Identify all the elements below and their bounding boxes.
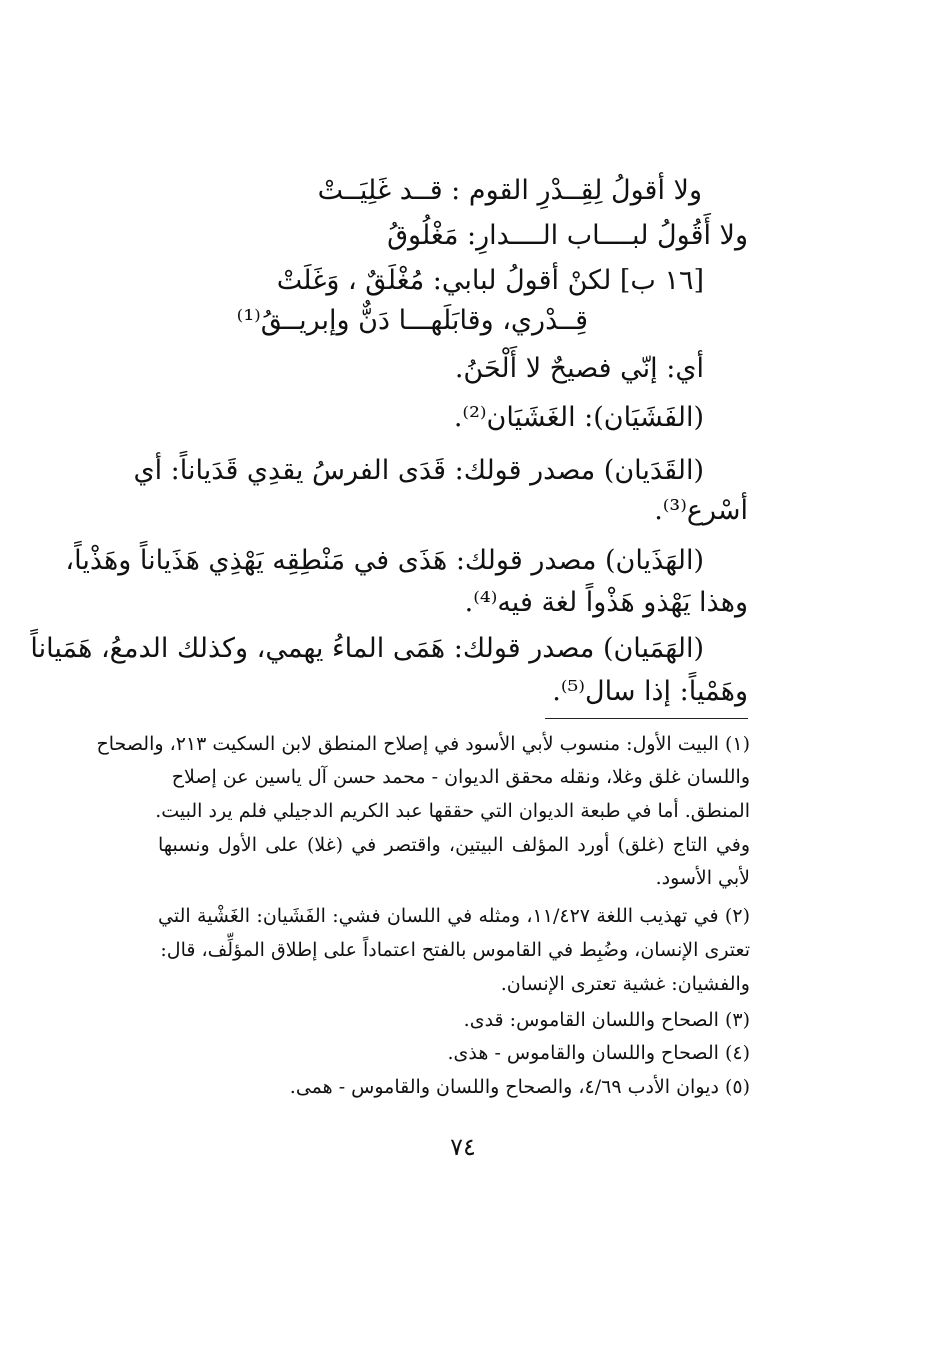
- body-line-3: (القَدَيان) مصدر قولك: قَدَى الفرسُ يقدِي قَدَياناً: أي: [133, 455, 704, 486]
- poem-verse-1: ولا أقولُ لِقِــدْرِ القوم : قــد غَلِيَــتْ: [317, 175, 702, 206]
- body-line-5: (الهَذَيان) مصدر قولك: هَذَى في مَنْطِقِه يَهْذِي هَذَياناً وهَذْياً،: [65, 545, 704, 576]
- footnote-1-line-4: وفي التاج (غلق) أورد المؤلف البيتين، واقتصر في (غلا) على الأول ونسبها: [158, 834, 750, 856]
- footnote-2-line-1: (٢) في تهذيب اللغة ١١/٤٢٧، ومثله في اللسان فشي: الفَشَيان: الغَشْية التي: [158, 905, 750, 927]
- page-number: ٧٤: [450, 1133, 476, 1161]
- poem-verse-2: ولا أَقُولُ لبــــاب الــــدارِ: مَغْلُوقُ: [387, 220, 748, 251]
- footnote-4: (٤) الصحاح واللسان والقاموس - هذى.: [447, 1042, 750, 1064]
- footnote-1-line-5: لأبي الأسود.: [655, 867, 750, 889]
- footnote-1-line-1: (١) البيت الأول: منسوب لأبي الأسود في إصلاح المنطق لابن السكيت ٢١٣، والصحاح: [96, 733, 750, 755]
- footnote-2-line-3: والفشيان: غشية تعترى الإنسان.: [500, 973, 750, 995]
- poem-verse-4: قِــدْري، وقابَلَهـــا دَنٌّ وإبريــقُ⁽¹⁾: [236, 305, 588, 336]
- body-line-7: (الهَمَيان) مصدر قولك: هَمَى الماءُ يهمي، وكذلك الدمعُ، هَمَياناً: [30, 633, 704, 664]
- body-line-1: أي: إنّي فصيحٌ لا أَلْحَنُ.: [454, 353, 704, 384]
- footnote-5: (٥) ديوان الأدب ٤/٦٩، والصحاح واللسان والقاموس - همى.: [289, 1076, 750, 1098]
- footnote-separator: [545, 718, 748, 719]
- footnote-1-line-2: واللسان غلق وغلا، ونقله محقق الديوان - محمد حسن آل ياسين عن إصلاح: [171, 766, 750, 788]
- body-line-4: أسْرع⁽³⁾.: [654, 495, 748, 526]
- footnote-1-line-3: المنطق. أما في طبعة الديوان التي حققها عبد الكريم الدجيلي فلم يرد البيت.: [155, 800, 750, 822]
- footnote-3: (٣) الصحاح واللسان القاموس: قدى.: [463, 1009, 750, 1031]
- footnote-2-line-2: تعترى الإنسان، وضُبِط في القاموس بالفتح اعتماداً على إطلاق المؤلِّف، قال:: [160, 939, 750, 961]
- body-line-2: (الفَشَيَان): الغَشَيَان⁽²⁾.: [453, 402, 704, 433]
- poem-verse-3: [١٦ ب] لكنْ أقولُ لبابي: مُغْلَقٌ ، وَغَلَتْ: [276, 265, 704, 296]
- body-line-6: وهذا يَهْذو هَذْواً لغة فيه⁽⁴⁾.: [464, 587, 748, 618]
- body-line-8: وهَمْياً: إذا سال⁽⁵⁾.: [552, 676, 748, 707]
